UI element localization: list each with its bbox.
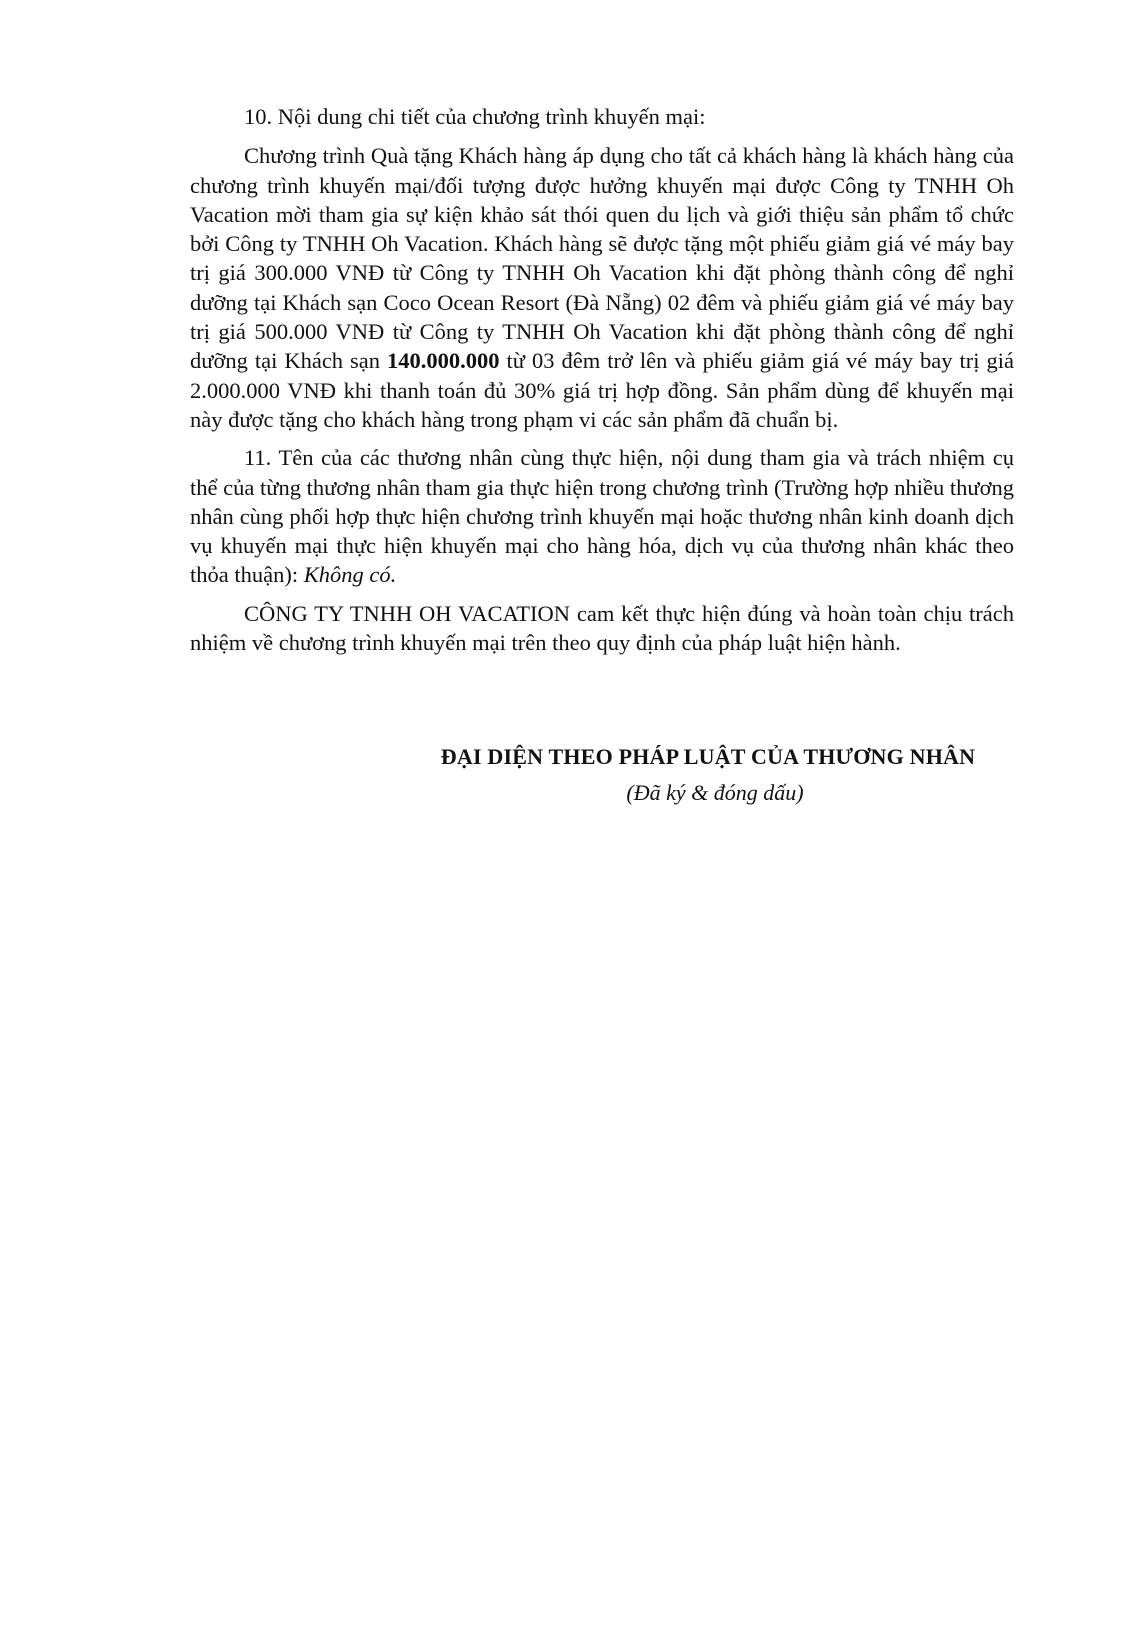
section-10-text-part1: Chương trình Quà tặng Khách hàng áp dụng cho tất cả khách hàng là khách hàng của chương trình khuyến mại/đối tượng được hưởng khuyến mại được Công ty TNHH Oh Vacation mời tham gia sự kiện khảo sát thói quen du lịch và giới thiệu sản phẩm tổ chức bởi Công ty TNHH Oh Vacation. Khách hàng sẽ được tặng một phiếu giảm giá vé máy bay trị giá 300.000 VNĐ từ Công ty TNHH Oh Vacation khi đặt phòng thành công để nghỉ dưỡng tại Khách sạn Coco Ocean Resort (Đà Nẵng) 02 đêm và phiếu giảm giá vé máy bay trị giá 500.000 VNĐ từ Công ty TNHH Oh Vacation khi đặt phòng thành công để nghỉ dưỡng tại Khách sạn — [190, 143, 1014, 374]
signature-title: ĐẠI DIỆN THEO PHÁP LUẬT CỦA THƯƠNG NHÂN — [440, 744, 976, 769]
section-11-answer: Không có. — [303, 562, 397, 588]
section-10-text-part2: từ 03 đêm trở lên và phiếu giảm giá vé máy bay trị giá 2.000.000 VNĐ khi thanh toán đủ 30% giá trị hợp đồng. Sản phẩm dùng để khuyến mại này được tặng cho khách hàng trong phạm vi các sản phẩm đã chuẩn bị. — [190, 348, 1014, 432]
section-11-paragraph — [190, 443, 1014, 589]
signature-note: (Đã ký & đóng dấu) — [626, 780, 804, 805]
document-body — [190, 102, 1014, 657]
section-11-text: 11. Tên của các thương nhân cùng thực hiện, nội dung tham gia và trách nhiệm cụ thể của từng thương nhân tham gia thực hiện trong chương trình (Trường hợp nhiều thương nhân cùng phối hợp thực hiện chương trình khuyến mại hoặc thương nhân kinh doanh dịch vụ khuyến mại thực hiện khuyến mại cho hàng hóa, dịch vụ của thương nhân khác theo thỏa thuận): — [190, 445, 1014, 588]
section-10-text-bold: 140.000.000 — [387, 348, 500, 374]
section-10-paragraph — [190, 141, 1014, 434]
signature-block — [402, 742, 1014, 808]
section-10-heading: 10. Nội dung chi tiết của chương trình khuyến mại: — [244, 104, 706, 129]
commitment-paragraph: CÔNG TY TNHH OH VACATION cam kết thực hiện đúng và hoàn toàn chịu trách nhiệm về chương trình khuyến mại trên theo quy định của pháp luật hiện hành. — [190, 600, 1014, 656]
